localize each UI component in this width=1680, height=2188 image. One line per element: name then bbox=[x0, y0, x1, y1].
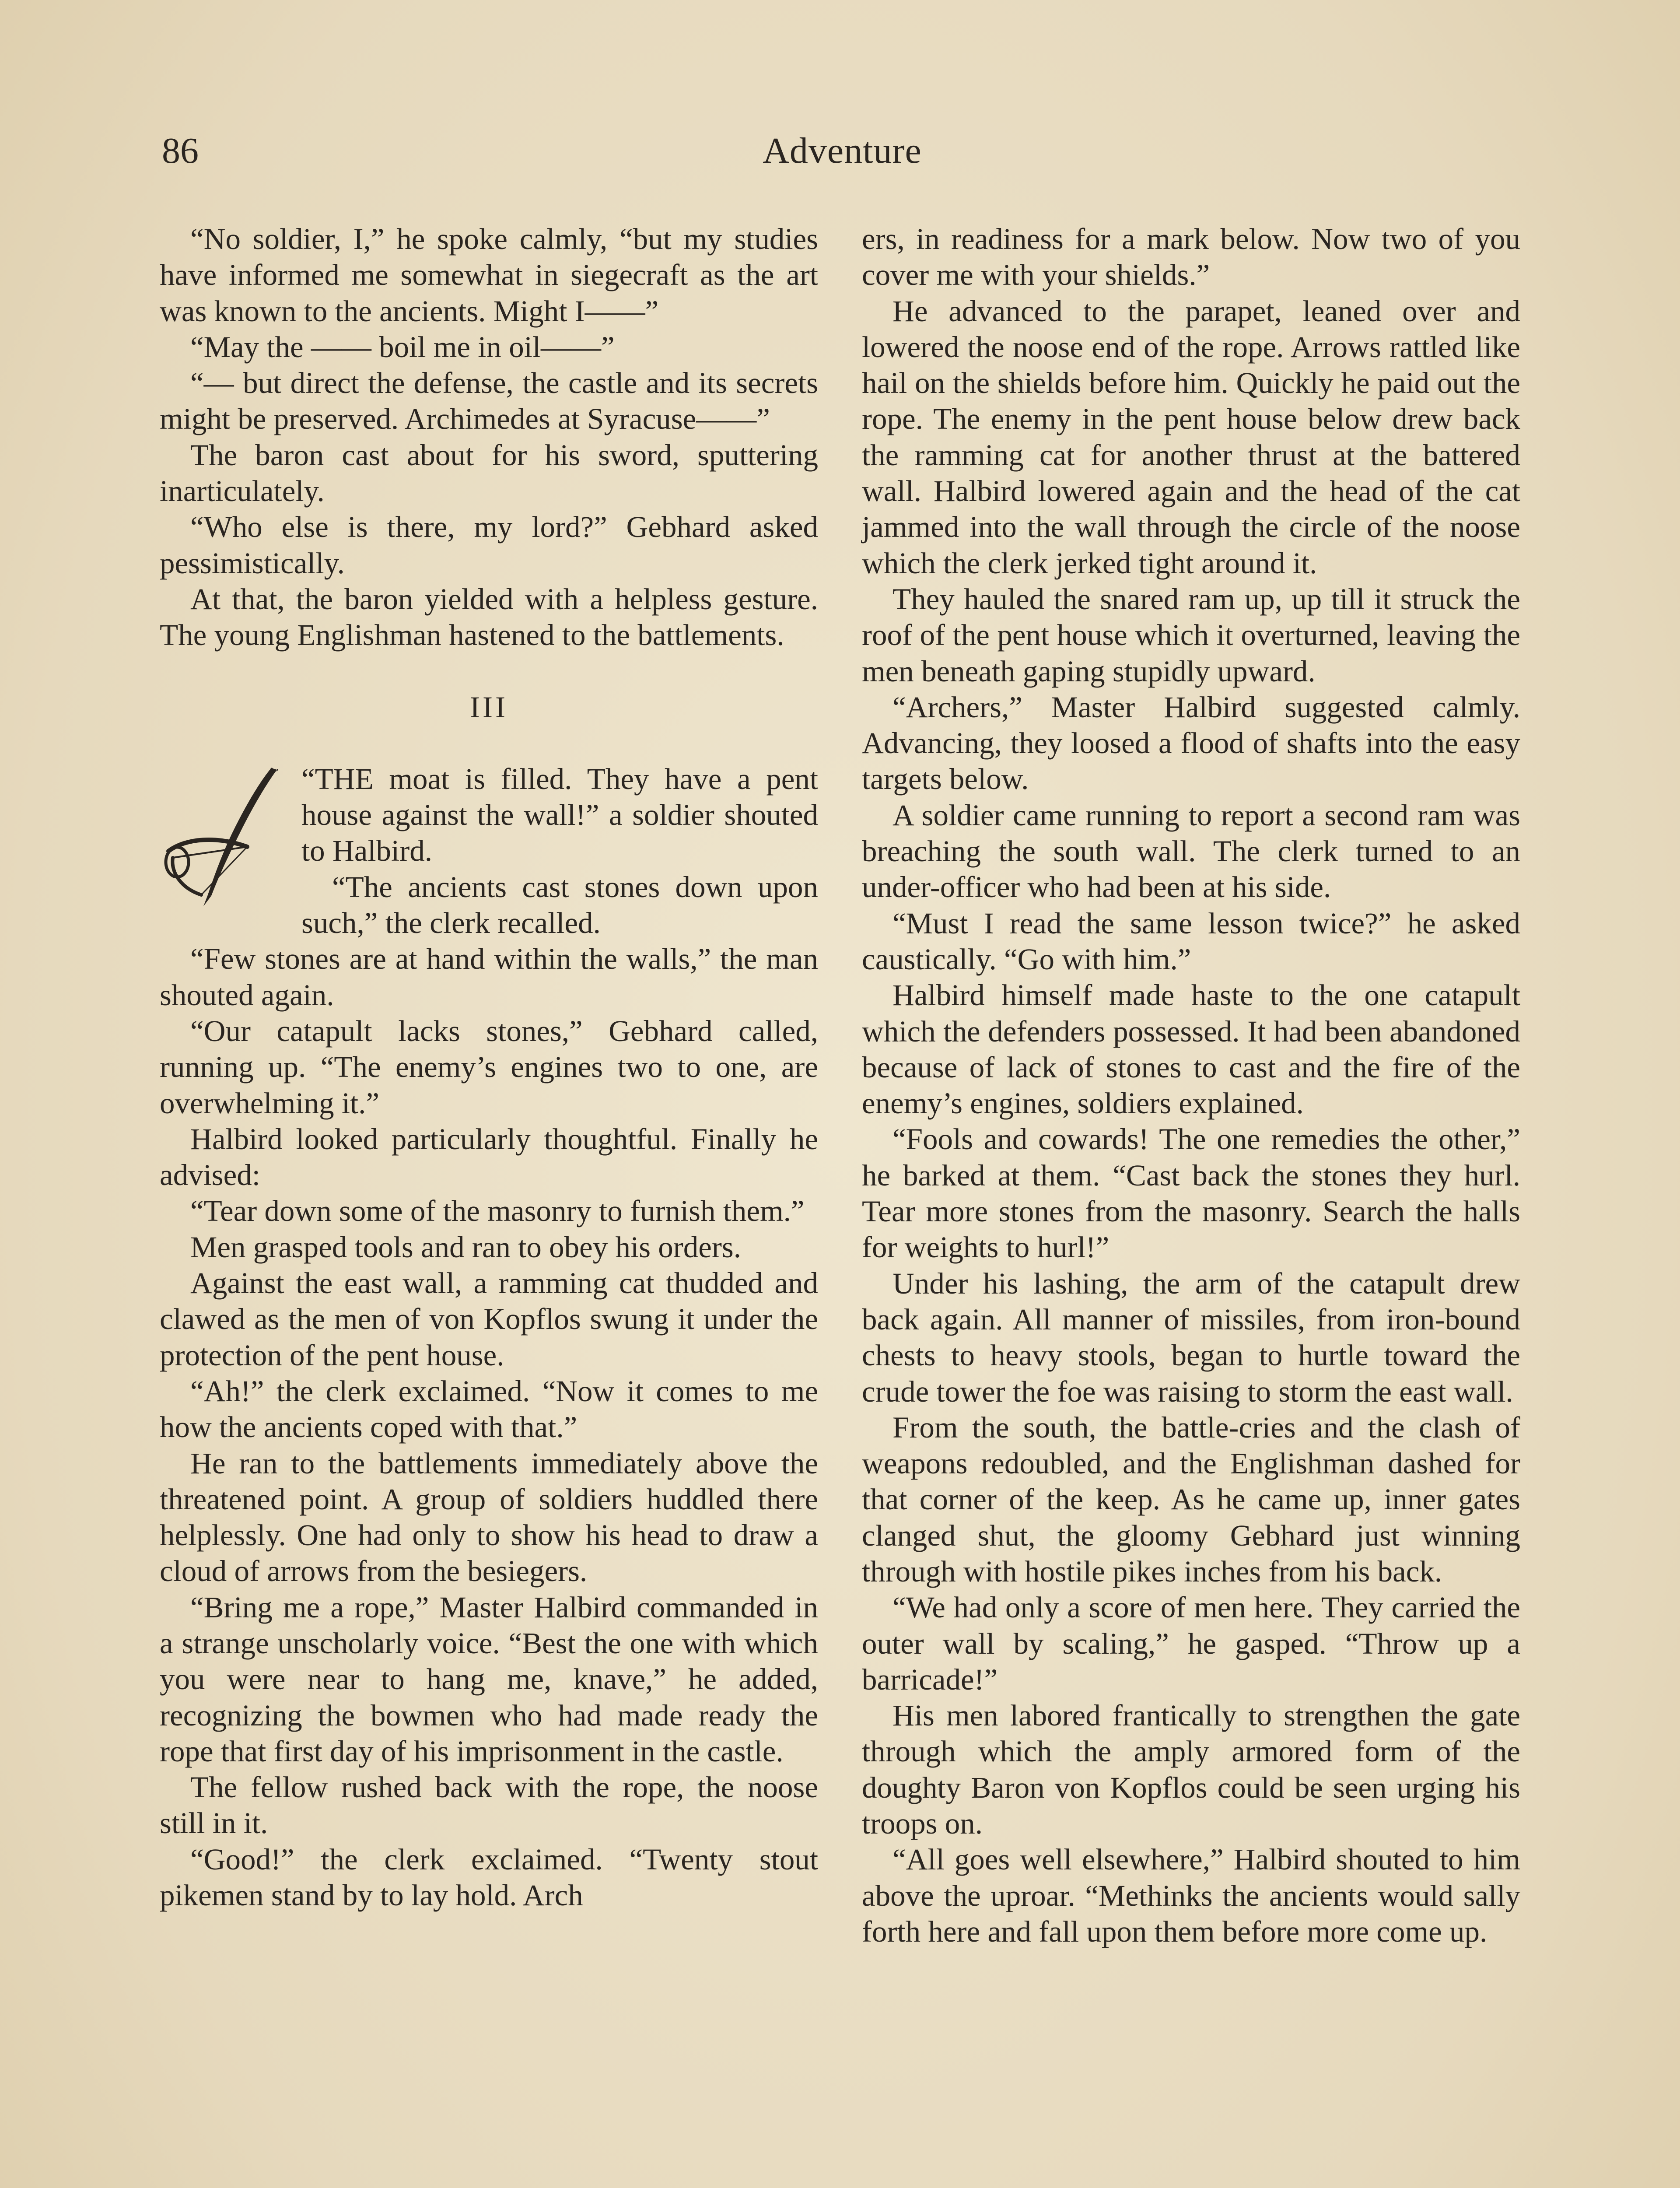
paragraph: A soldier came running to report a second ram was breaching the south wall. The clerk turned to an under-officer who had been at his side. bbox=[862, 798, 1520, 904]
paragraph: Halbird himself made haste to the one catapult which the defenders possessed. It had been abandoned because of lack of stones to cast and the fire of the enemy’s engines, soldiers explained. bbox=[862, 978, 1520, 1120]
paragraph: The baron cast about for his sword, sputtering inarticulately. bbox=[160, 438, 818, 508]
running-title: Adventure bbox=[763, 130, 922, 171]
paragraph: “Good!” the clerk exclaimed. “Twenty stout pikemen stand by to lay hold. Arch bbox=[160, 1842, 818, 1912]
paragraph: “Our catapult lacks stones,” Gebhard called, running up. “The enemy’s engines two to one, are overwhelming it.” bbox=[160, 1014, 818, 1120]
paragraph: “Ah!” the clerk exclaimed. “Now it comes to me how the ancients coped with that.” bbox=[160, 1374, 818, 1444]
dropcap-paragraph: “THE moat is filled. They have a pent house against the wall!” a soldier shouted to Halbird. bbox=[301, 762, 818, 868]
paragraph: “Bring me a rope,” Master Halbird commanded in a strange unscholarly voice. “Best the one with which you were near to hang me, knave,” he added, recognizing the bowmen who had made ready the rope that first day of his imprisonment in the castle. bbox=[160, 1590, 818, 1768]
crossbow-quill-icon bbox=[160, 764, 291, 908]
paragraph: “Fools and cowards! The one remedies the other,” he barked at them. “Cast back the stones they hurl. Tear more stones from the masonry. Search the halls for weights to hurl!” bbox=[862, 1122, 1520, 1264]
page-header bbox=[162, 127, 1522, 179]
section-heading: III bbox=[470, 690, 508, 724]
paragraph: “Archers,” Master Halbird suggested calmly. Advancing, they loosed a flood of shafts into the easy targets below. bbox=[862, 690, 1520, 796]
paragraph: “All goes well elsewhere,” Halbird shouted to him above the uproar. “Methinks the ancients would sally forth here and fall upon them before more come up. bbox=[862, 1843, 1520, 1948]
left-column bbox=[160, 221, 818, 1913]
paragraph: “Tear down some of the masonry to furnish them.” bbox=[190, 1194, 805, 1228]
paragraph: Against the east wall, a ramming cat thudded and clawed as the men of von Kopflos swung it under the protection of the pent house. bbox=[160, 1266, 818, 1372]
paragraph: The fellow rushed back with the rope, the noose still in it. bbox=[160, 1771, 818, 1840]
page-number: 86 bbox=[162, 130, 199, 171]
paragraph: He advanced to the parapet, leaned over and lowered the noose end of the rope. Arrows rattled like hail on the shields before him. Quickly he paid out the rope. The enemy in the pent house below drew back the ramming cat for another thrust at the battered wall. Halbird lowered again and the head of the cat jammed into the wall through the circle of the noose which the clerk jerked tight around it. bbox=[862, 294, 1520, 580]
paragraph-continued: ers, in readiness for a mark below. Now two of you cover me with your shields.” bbox=[862, 222, 1520, 292]
paragraph: Halbird looked particularly thoughtful. Finally he advised: bbox=[160, 1122, 818, 1192]
paragraph: They hauled the snared ram up, up till it struck the roof of the pent house which it overturned, leaving the men beneath gaping stupidly upward. bbox=[862, 582, 1520, 688]
paragraph: “— but direct the defense, the castle and its secrets might be preserved. Archimedes at Syracuse——” bbox=[160, 366, 818, 436]
paragraph: At that, the baron yielded with a helpless gesture. The young Englishman hastened to the battlements. bbox=[160, 582, 818, 652]
paragraph: He ran to the battlements immediately above the threatened point. A group of soldiers huddled there helplessly. One had only to show his head to draw a cloud of arrows from the besiegers. bbox=[160, 1446, 818, 1588]
paragraph: “No soldier, I,” he spoke calmly, “but my studies have informed me somewhat in siegecraft as the art was known to the ancients. Might I——” bbox=[160, 222, 818, 328]
paragraph: Men grasped tools and ran to obey his orders. bbox=[190, 1230, 741, 1264]
paragraph: “Few stones are at hand within the walls,” the man shouted again. bbox=[160, 942, 818, 1012]
paragraph: Under his lashing, the arm of the catapult drew back again. All manner of missiles, from iron-bound chests to heavy stools, began to hurtle toward the crude tower the foe was raising to storm the east wall. bbox=[862, 1266, 1520, 1408]
paragraph: “May the —— boil me in oil——” bbox=[190, 330, 615, 364]
paragraph: “Must I read the same lesson twice?” he asked caustically. “Go with him.” bbox=[862, 906, 1520, 976]
paragraph: “Who else is there, my lord?” Gebhard asked pessimistically. bbox=[160, 510, 818, 580]
paragraph: From the south, the battle-cries and the clash of weapons redoubled, and the Englishman dashed for that corner of the keep. As he came up, inner gates clanged shut, the gloomy Gebhard just winning through with hostile pikes inches from his back. bbox=[862, 1410, 1520, 1588]
right-column bbox=[862, 221, 1520, 1950]
paragraph: “The ancients cast stones down upon such,” the clerk recalled. bbox=[301, 870, 818, 940]
paragraph: His men labored frantically to strengthen the gate through which the amply armored form of the doughty Baron von Kopflos could be seen urging his troops on. bbox=[862, 1699, 1520, 1841]
paragraph: “We had only a score of men here. They carried the outer wall by scaling,” he gasped. “Throw up a barricade!” bbox=[862, 1591, 1520, 1696]
